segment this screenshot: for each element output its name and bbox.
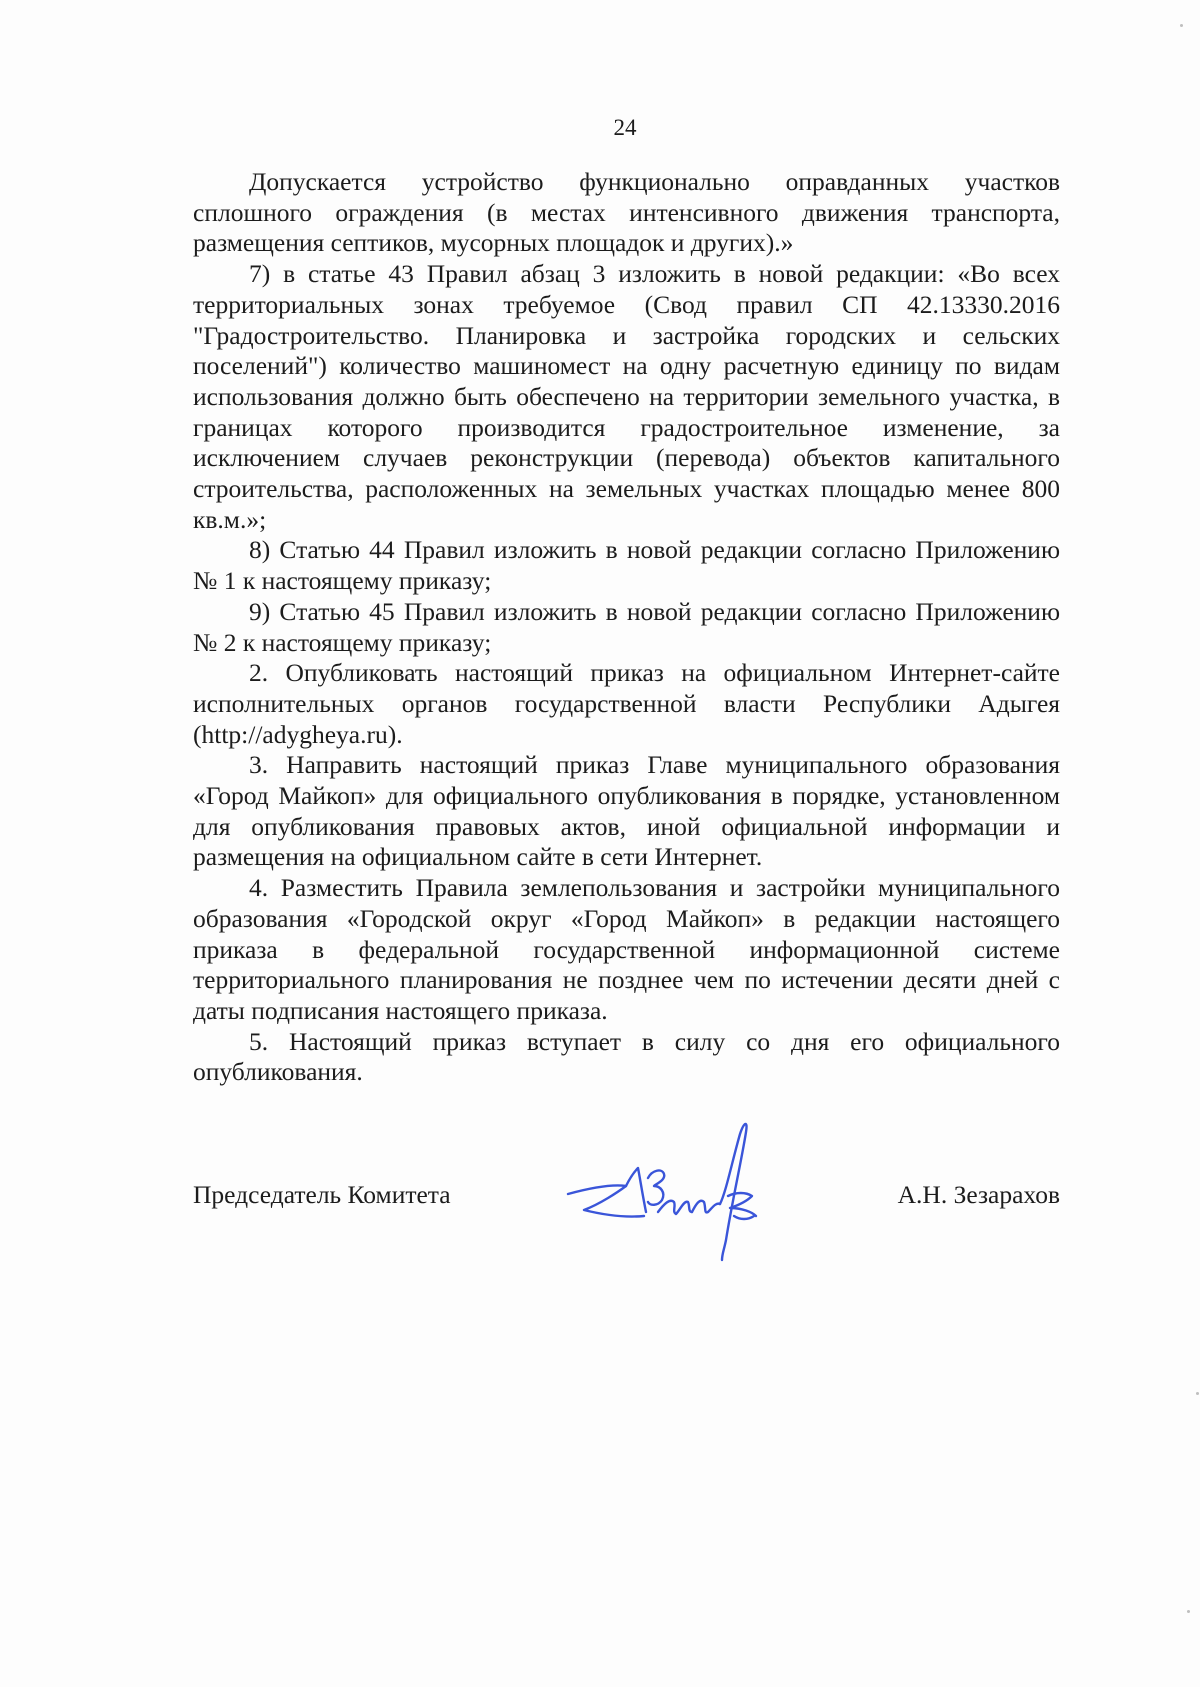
page-number: 24 <box>613 115 637 140</box>
paragraph-item-7: 7) в статье 43 Правил абзац 3 изложить в новой редакции: «Во всех территориальных зонах требуемое (Свод правил СП 42.13330.2016 "Градостроительство. Планировка и застройка городских и сельских поселений") количество машиномест на одну расчетную единицу по видам использования должно быть обеспечено на территории земельного участка, в границах которого производится градостроительное изменение, за исключением случаев реконструкции (перевода) объектов капитального строительства, расположенных на земельных участках площадью менее 800 кв.м.»; <box>193 259 1060 534</box>
scan-speck <box>1196 1392 1199 1395</box>
document-body <box>193 167 1060 1088</box>
signature-icon <box>560 1112 800 1262</box>
paragraph-send-to-head: 3. Направить настоящий приказ Главе муниципального образования «Город Майкоп» для официального опубликования в порядке, установленном для опубликования правовых актов, иной официальной информации и размещения на официальном сайте в сети Интернет. <box>193 750 1060 872</box>
scan-speck <box>1180 24 1183 27</box>
paragraph-item-9: 9) Статью 45 Правил изложить в новой редакции согласно Приложению № 2 к настоящему приказу; <box>193 596 1060 657</box>
paragraph-effective-date: 5. Настоящий приказ вступает в силу со дня его официального опубликования. <box>193 1026 1060 1087</box>
signatory-title: Председатель Комитета <box>193 1180 451 1209</box>
paragraph-publish: 2. Опубликовать настоящий приказ на официальном Интернет-сайте исполнительных органов государственной власти Республики Адыгея (http://adygheya.ru). <box>193 658 1060 749</box>
paragraph-place-rules: 4. Разместить Правила землепользования и застройки муниципального образования «Городской округ «Город Майкоп» в редакции настоящего приказа в федеральной государственной информационной системе территориального планирования не позднее чем по истечении десяти дней с даты подписания настоящего приказа. <box>193 873 1060 1025</box>
paragraph-fencing: Допускается устройство функционально оправданных участков сплошного ограждения (в местах интенсивного движения транспорта, размещения септиков, мусорных площадок и других).» <box>193 167 1060 258</box>
signatory-name: А.Н. Зезарахов <box>897 1180 1060 1209</box>
paragraph-item-8: 8) Статью 44 Правил изложить в новой редакции согласно Приложению № 1 к настоящему приказу; <box>193 535 1060 596</box>
scan-speck <box>1187 1610 1190 1613</box>
